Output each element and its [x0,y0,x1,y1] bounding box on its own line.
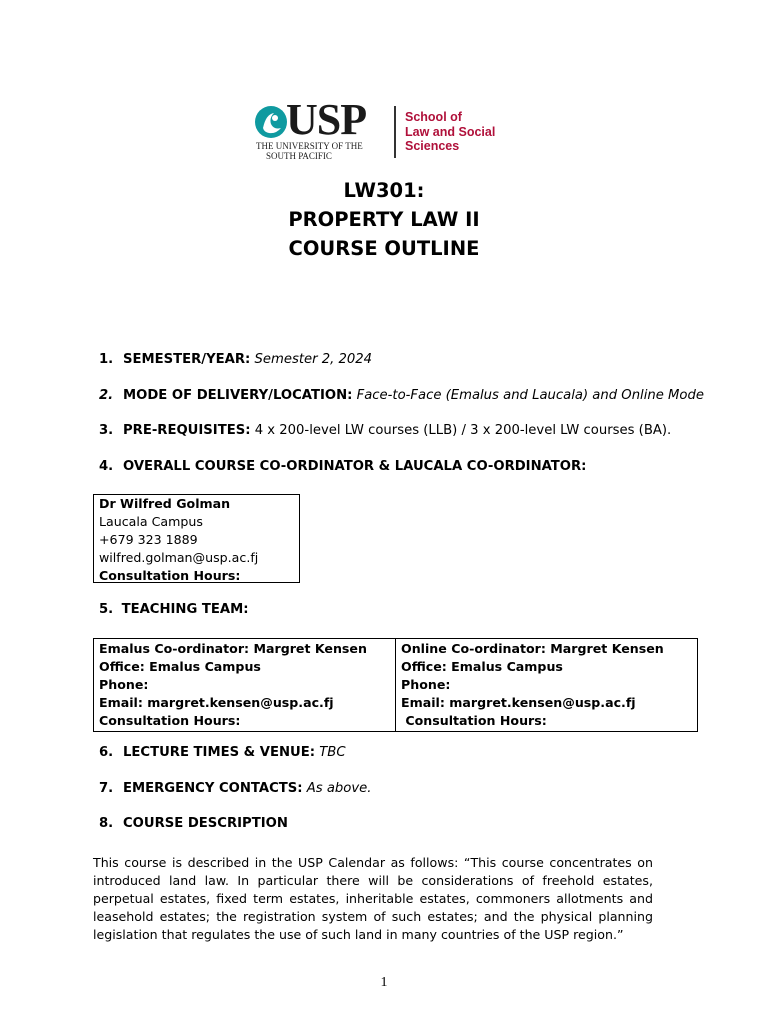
coordinator-email: wilfred.golman@usp.ac.fj [99,550,259,565]
item-value: TBC [319,745,346,760]
item-number: 8. [99,816,114,831]
item-number: 6. [99,745,114,760]
emalus-email: Email: margret.kensen@usp.ac.fj [99,695,334,710]
usp-emblem-icon [254,104,288,140]
logo-divider [394,106,396,158]
item-course-description [99,816,288,831]
item-label: PRE-REQUISITES: [123,423,251,438]
online-coordinator-cell [396,639,698,732]
coordinator-name: Dr Wilfred Golman [99,496,231,511]
item-number: 2. [99,388,114,403]
item-label: MODE OF DELIVERY/LOCATION: [123,388,353,403]
school-line1: School of [405,110,462,124]
online-office: Office: Emalus Campus [401,659,563,674]
emalus-role: Emalus Co-ordinator: Margret Kensen [99,641,367,656]
title-document-type: COURSE OUTLINE [288,237,480,260]
page-number: 1 [380,975,388,990]
item-semester [99,352,372,367]
item-label: TEACHING TEAM: [121,602,249,617]
online-hours: Consultation Hours: [401,713,547,728]
document-title [0,176,768,263]
course-description-text: This course is described in the USP Calendar as follows: “This course concentrates on introduced land law. In particular there will be considerations of freehold estates, perpetual estates, fixed term estates, inheritable estates, commoners allotments and leasehold estates; the registration system of such estates; and the physical planning legislation that regulates the use of such land in many countries of the USP region.” [93,855,653,942]
usp-subtitle-line1: THE UNIVERSITY OF THE [256,141,363,151]
coordinator-campus: Laucala Campus [99,514,203,529]
item-lecture-times [99,745,346,760]
title-course-code: LW301: [343,179,425,202]
item-number: 4. [99,459,114,474]
item-label: EMERGENCY CONTACTS: [123,781,303,796]
item-number: 5. [99,602,114,617]
online-role: Online Co-ordinator: Margret Kensen [401,641,664,656]
item-emergency-contacts [99,781,371,796]
emalus-office: Office: Emalus Campus [99,659,261,674]
item-value: 4 x 200-level LW courses (LLB) / 3 x 200-level LW courses (BA). [254,423,672,438]
emalus-coordinator-cell [94,639,396,732]
item-teaching-team [99,602,248,617]
title-course-name: PROPERTY LAW II [288,208,480,231]
coordinator-phone: +679 323 1889 [99,532,198,547]
item-number: 3. [99,423,114,438]
school-line2: Law and Social [405,124,496,139]
item-value: Face-to-Face (Emalus and Laucala) and Online Mode [356,388,704,403]
coordinator-hours: Consultation Hours: [99,568,241,583]
online-email: Email: margret.kensen@usp.ac.fj [401,695,636,710]
school-line3: Sciences [405,139,460,153]
usp-logo [254,95,514,162]
item-label: COURSE DESCRIPTION [123,816,288,831]
item-prerequisites [99,423,671,438]
usp-subtitle-line2: SOUTH PACIFIC [266,151,332,161]
item-value: As above. [306,781,372,796]
online-phone: Phone: [401,677,451,692]
item-mode [99,388,704,403]
usp-subtitle [256,141,396,161]
usp-brand-text: USP [286,95,367,144]
item-number: 1. [99,352,114,367]
school-name [405,110,495,154]
item-value: Semester 2, 2024 [254,352,373,367]
item-coordinator [99,459,586,474]
emalus-hours: Consultation Hours: [99,713,241,728]
emalus-phone: Phone: [99,677,149,692]
item-label: OVERALL COURSE CO-ORDINATOR & LAUCALA CO-ORDINATOR: [123,459,587,474]
teaching-team-table [93,638,698,732]
item-label: SEMESTER/YEAR: [123,352,251,367]
coordinator-box [93,494,300,583]
item-number: 7. [99,781,114,796]
item-label: LECTURE TIMES & VENUE: [123,745,316,760]
